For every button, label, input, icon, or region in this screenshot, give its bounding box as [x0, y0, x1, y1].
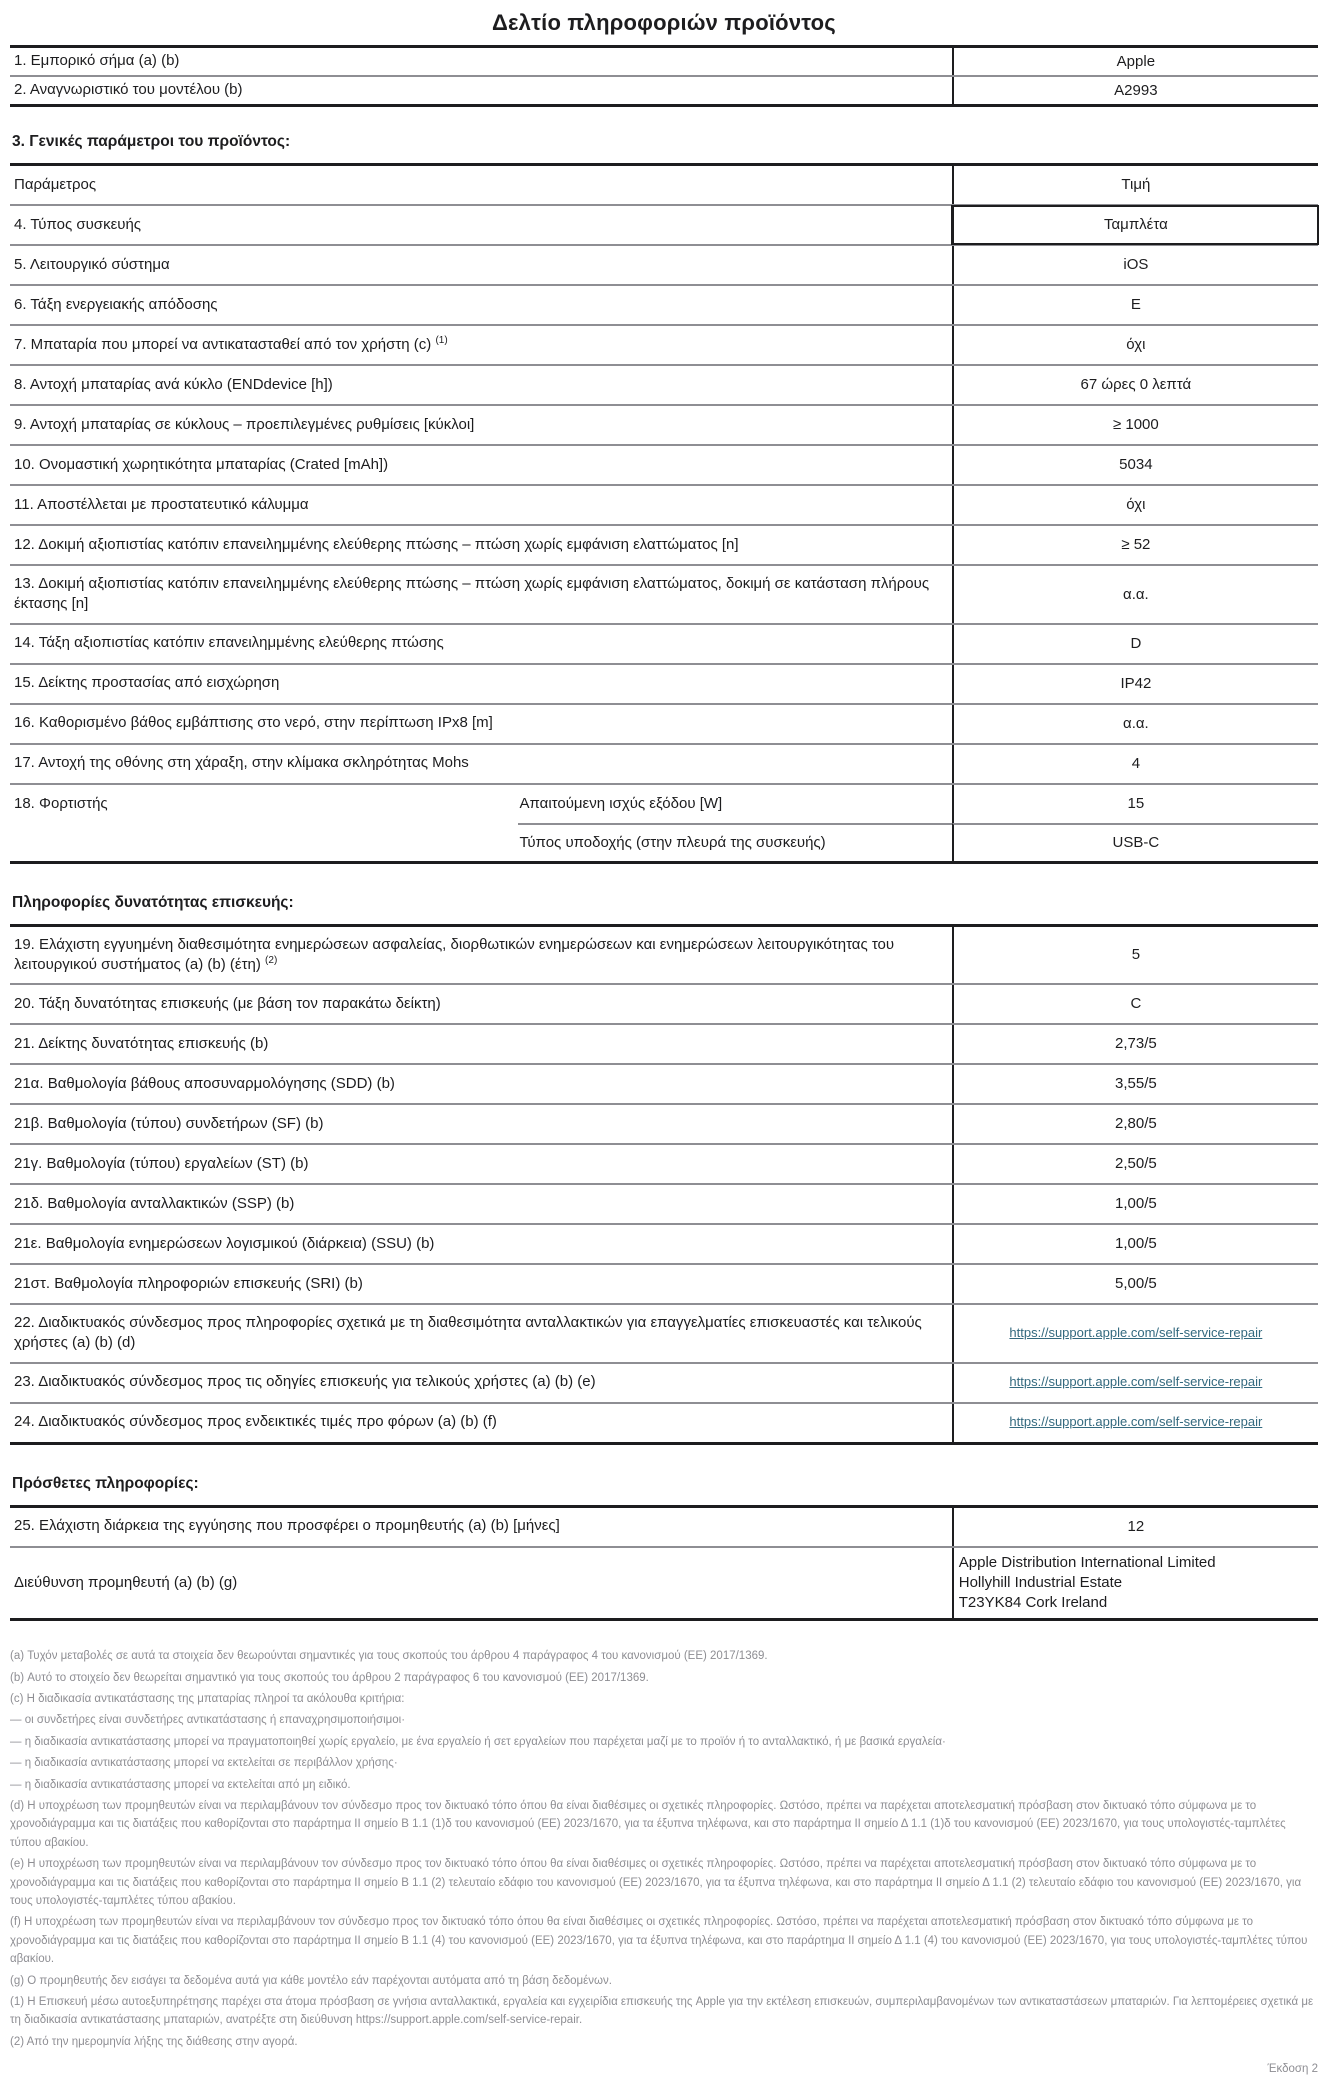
- row-label: 16. Καθορισμένο βάθος εμβάπτισης στο νερό, στην περίπτωση IPx8 [m]: [14, 714, 493, 732]
- table-row: [10, 204, 1318, 244]
- row-label: 10. Ονομαστική χωρητικότητα μπαταρίας (Crated [mAh]): [14, 455, 389, 473]
- table-row: [10, 1063, 1318, 1103]
- table-row: [10, 1508, 1318, 1546]
- table-row: [10, 1223, 1318, 1263]
- row-label: 15. Δείκτης προστασίας από εισχώρηση: [14, 674, 280, 692]
- table-row: [10, 284, 1318, 324]
- row-label: 14. Τάξη αξιοπιστίας κατόπιν επανειλημμένης ελεύθερης πτώσης: [14, 634, 444, 652]
- row-label: 13. Δοκιμή αξιοπιστίας κατόπιν επανειλημμένης ελεύθερης πτώσης – πτώση χωρίς εμφάνιση ελαττώματος, δοκιμή σε κατάσταση πλήρους έκτασης [n]: [14, 575, 930, 613]
- self-service-repair-link[interactable]: https://support.apple.com/self-service-repair: [1009, 1374, 1263, 1390]
- row-value: [952, 1404, 1318, 1442]
- row-value: 12: [952, 1508, 1318, 1546]
- table-row: [10, 564, 1318, 623]
- repair-section-heading: Πληροφορίες δυνατότητας επισκευής:: [12, 893, 294, 911]
- table-row: [10, 48, 1318, 75]
- charger-sub-value: USB-C: [952, 823, 1318, 861]
- row-value: IP42: [952, 665, 1318, 703]
- row-value: C: [952, 985, 1318, 1023]
- row-value: Apple: [952, 48, 1318, 75]
- row-label: 4. Τύπος συσκευής: [14, 215, 142, 233]
- footnote-reference: (2): [265, 954, 278, 966]
- version-label: Έκδοση 2: [1267, 2063, 1318, 2076]
- charger-sub-label: Απαιτούμενη ισχύς εξόδου [W]: [519, 794, 723, 812]
- table-row: [10, 703, 1318, 743]
- footnote: (e) Η υποχρέωση των προμηθευτών είναι να περιλαμβάνουν τον σύνδεσμο προς τον δικτυακό τόπο όπου θα είναι διαθέσιμες οι σχετικές πληροφορίες. Ωστόσο, πρέπει να παρέχεται αποτελεσματική πρόσβαση στον δικτυακό τόπο σύμφωνα με το χρονοδιάγραμμα και τις διατάξεις που καθορίζονται στο παράρτημα II σημείο B 1.1 (2) τελευταίο εδάφιο του κανονισμού (ΕΕ) 2023/1670, για τα έξυπνα τηλέφωνα, και στο παράρτημα II σημείο Δ 1.1 (2) τελευταίο εδάφιο του κανονισμού (ΕΕ) 2023/1670, για τους υπολογιστές-ταμπλέτες τύπου αβακίου.: [10, 1858, 1302, 1907]
- row-label: 19. Ελάχιστη εγγυημένη διαθεσιμότητα ενημερώσεων ασφαλείας, διορθωτικών ενημερώσεων και ενημερώσεων λειτουργικότητας του λειτουργικού συστήματος (a) (b) (έτη) $^{(2)}$: [14, 935, 895, 973]
- row-value: iOS: [952, 246, 1318, 284]
- column-header-parameter: Παράμετρος: [14, 175, 97, 193]
- row-label: 25. Ελάχιστη διάρκεια της εγγύησης που προσφέρει ο προμηθευτής (a) (b) [μήνες]: [14, 1517, 560, 1535]
- row-value: α.α.: [952, 566, 1318, 623]
- row-label: 11. Αποστέλλεται με προστατευτικό κάλυμμα: [14, 495, 309, 513]
- table-row: [10, 364, 1318, 404]
- row-label: 21ε. Βαθμολογία ενημερώσεων λογισμικού (διάρκεια) (SSU) (b): [14, 1234, 435, 1252]
- self-service-repair-link[interactable]: https://support.apple.com/self-service-repair: [1009, 1414, 1263, 1430]
- table-header-row: [10, 166, 1318, 204]
- row-label: 18. Φορτιστής: [14, 794, 108, 812]
- page-title: Δελτίο πληροφοριών προϊόντος: [492, 10, 836, 35]
- table-row: [10, 1023, 1318, 1063]
- row-label: 21γ. Βαθμολογία (τύπου) εργαλείων (ST) (b): [14, 1154, 309, 1172]
- footnotes-block: [10, 1647, 1318, 2051]
- row-value: ≥ 1000: [952, 406, 1318, 444]
- brand-model-table: [10, 45, 1318, 107]
- additional-information-table: [10, 1505, 1318, 1622]
- table-row: [10, 404, 1318, 444]
- supplier-address-row: [10, 1546, 1318, 1619]
- footnote: (g) Ο προμηθευτής δεν εισάγει τα δεδομένα αυτά για κάθε μοντέλο εάν παρέχονται αυτόματα από τη βάση δεδομένων.: [10, 1974, 612, 1987]
- address-line: Apple Distribution International Limited: [958, 1553, 1216, 1571]
- row-value: 5034: [952, 446, 1318, 484]
- row-label: 22. Διαδικτυακός σύνδεσμος προς πληροφορίες σχετικά με τη διαθεσιμότητα ανταλλακτικών για επαγγελματίες επισκευαστές και τελικούς χρήστες (a) (b) (d): [14, 1314, 922, 1352]
- row-value-highlighted: Ταμπλέτα: [952, 206, 1318, 244]
- row-label: 24. Διαδικτυακός σύνδεσμος προς ενδεικτικές τιμές προ φόρων (a) (b) (f): [14, 1413, 497, 1431]
- row-value: 2,80/5: [952, 1105, 1318, 1143]
- charger-row: [10, 783, 1318, 861]
- row-value: 1,00/5: [952, 1185, 1318, 1223]
- table-row: [10, 743, 1318, 783]
- row-value: ≥ 52: [952, 526, 1318, 564]
- charger-sub-value: 15: [952, 785, 1318, 823]
- address-line: T23YK84 Cork Ireland: [958, 1594, 1108, 1611]
- row-value: α.α.: [952, 705, 1318, 743]
- table-row: [10, 1183, 1318, 1223]
- table-row: [10, 324, 1318, 364]
- footnote: — η διαδικασία αντικατάστασης μπορεί να εκτελείται σε περιβάλλον χρήσης·: [10, 1757, 398, 1770]
- self-service-repair-link[interactable]: https://support.apple.com/self-service-repair: [1009, 1324, 1263, 1340]
- address-line: Hollyhill Industrial Estate: [958, 1573, 1123, 1591]
- row-value: όχι: [952, 326, 1318, 364]
- additional-section-heading: Πρόσθετες πληροφορίες:: [12, 1474, 199, 1492]
- row-label: 20. Τάξη δυνατότητας επισκευής (με βάση τον παρακάτω δείκτη): [14, 994, 441, 1012]
- row-value: όχι: [952, 486, 1318, 524]
- charger-sub-label: Τύπος υποδοχής (στην πλευρά της συσκευής): [518, 823, 952, 861]
- footnote: (d) Η υποχρέωση των προμηθευτών είναι να περιλαμβάνουν τον σύνδεσμο προς τον δικτυακό τόπο όπου θα είναι διαθέσιμες οι σχετικές πληροφορίες. Ωστόσο, πρέπει να παρέχεται αποτελεσματική πρόσβαση στον δικτυακό τόπο σύμφωνα με το χρονοδιάγραμμα και τις διατάξεις που καθορίζονται στο παράρτημα II σημείο B 1.1 (1)δ του κανονισμού (ΕΕ) 2023/1670, για τα έξυπνα τηλέφωνα, και στο παράρτημα II σημείο Δ 1.1 (1)δ του κανονισμού (ΕΕ) 2023/1670, για τους υπολογιστές-ταμπλέτες τύπου αβακίου.: [10, 1799, 1286, 1849]
- row-label: 7. Μπαταρία που μπορεί να αντικατασταθεί από τον χρήστη (c) $^{(1)}$: [14, 334, 448, 353]
- row-value: A2993: [952, 77, 1318, 104]
- table-row: [10, 524, 1318, 564]
- row-value: [952, 1364, 1318, 1402]
- general-section-heading: 3. Γενικές παράμετροι του προϊόντος:: [12, 133, 291, 150]
- row-value: E: [952, 286, 1318, 324]
- row-value: 5,00/5: [952, 1265, 1318, 1303]
- row-label: 21β. Βαθμολογία (τύπου) συνδετήρων (SF) (b): [14, 1114, 324, 1132]
- footnote: (a) Τυχόν μεταβολές σε αυτά τα στοιχεία δεν θεωρούνται σημαντικές για τους σκοπούς του άρθρου 4 παράγραφος 4 του κανονισμού (ΕΕ) 2017/1369.: [10, 1650, 768, 1663]
- row-label: 23. Διαδικτυακός σύνδεσμος προς τις οδηγίες επισκευής για τελικούς χρήστες (a) (b) (e): [14, 1373, 596, 1391]
- table-row: [10, 623, 1318, 663]
- row-label: 9. Αντοχή μπαταρίας σε κύκλους – προεπιλεγμένες ρυθμίσεις [κύκλοι]: [14, 415, 475, 433]
- table-row: [10, 1263, 1318, 1303]
- row-value: 1,00/5: [952, 1225, 1318, 1263]
- footnote: — η διαδικασία αντικατάστασης μπορεί να πραγματοποιηθεί χωρίς εργαλείο, με ένα εργαλείο ή σετ εργαλείων που παρέχεται μαζί με το προϊόν ή το ανταλλακτικό, ή με βασικά εργαλεία·: [10, 1735, 946, 1748]
- column-header-value: Τιμή: [952, 166, 1318, 204]
- table-row: [10, 75, 1318, 104]
- row-label: 21στ. Βαθμολογία πληροφοριών επισκευής (SRI) (b): [14, 1274, 363, 1292]
- row-value: D: [952, 625, 1318, 663]
- footnote: (b) Αυτό το στοιχείο δεν θεωρείται σημαντικό για τους σκοπούς του άρθρου 2 παράγραφος 6 του κανονισμού (ΕΕ) 2017/1369.: [10, 1671, 649, 1684]
- table-row: [10, 1303, 1318, 1362]
- table-row: [10, 1362, 1318, 1402]
- row-label: 8. Αντοχή μπαταρίας ανά κύκλο (ENDdevice [h]): [14, 375, 333, 393]
- repairability-table: [10, 924, 1318, 1445]
- row-label: 17. Αντοχή της οθόνης στη χάραξη, στην κλίμακα σκληρότητας Mohs: [14, 754, 469, 772]
- table-row: [10, 1402, 1318, 1442]
- footnote: (f) Η υποχρέωση των προμηθευτών είναι να περιλαμβάνουν τον σύνδεσμο προς τον δικτυακό τόπο όπου θα είναι διαθέσιμες οι σχετικές πληροφορίες. Ωστόσο, πρέπει να παρέχεται αποτελεσματική πρόσβαση στον δικτυακό τόπο σύμφωνα με το χρονοδιάγραμμα και τις διατάξεις που καθορίζονται στο παράρτημα II σημείο B 1.1 (4) του κανονισμού (ΕΕ) 2023/1670, για τα έξυπνα τηλέφωνα, και στο παράρτημα II σημείο Δ 1.1 (4) του κανονισμού (ΕΕ) 2023/1670, για τους υπολογιστές-ταμπλέτες τύπου αβακίου.: [10, 1916, 1308, 1966]
- footnote: — οι συνδετήρες είναι συνδετήρες αντικατάστασης ή επαναχρησιμοποιήσιμοι·: [10, 1714, 406, 1727]
- supplier-address: [952, 1548, 1318, 1619]
- row-label: 1. Εμπορικό σήμα (a) (b): [14, 52, 180, 70]
- row-label: 2. Αναγνωριστικό του μοντέλου (b): [14, 81, 243, 99]
- row-label: 21δ. Βαθμολογία ανταλλακτικών (SSP) (b): [14, 1194, 295, 1212]
- table-row: [10, 983, 1318, 1023]
- table-row: [10, 244, 1318, 284]
- row-value: 3,55/5: [952, 1065, 1318, 1103]
- table-row: [10, 663, 1318, 703]
- row-label: 12. Δοκιμή αξιοπιστίας κατόπιν επανειλημμένης ελεύθερης πτώσης – πτώση χωρίς εμφάνιση ελαττώματος [n]: [14, 535, 739, 553]
- row-value: 2,50/5: [952, 1145, 1318, 1183]
- footnote: (1) Η Επισκευή μέσω αυτοεξυπηρέτησης παρέχει στα άτομα πρόσβαση σε γνήσια ανταλλακτικά, εργαλεία και εγχειρίδια επισκευής της Apple για την εκτέλεση επισκευών, συμπεριλαμβανομένων των αντικαταστάσεων μπαταριών. Για λεπτομέρειες σχετικά με τη διαδικασία αντικατάστασης μπαταριών, ανατρέξτε στη διεύθυνση https://support.apple.com/self-service-repair.: [10, 1995, 1314, 2027]
- table-row: [10, 444, 1318, 484]
- general-parameters-table: [10, 163, 1318, 864]
- table-row: [10, 484, 1318, 524]
- row-label: 21α. Βαθμολογία βάθους αποσυναρμολόγησης (SDD) (b): [14, 1074, 395, 1092]
- row-value: 5: [952, 927, 1318, 984]
- row-label: 21. Δείκτης δυνατότητας επισκευής (b): [14, 1034, 269, 1052]
- row-value: 4: [952, 745, 1318, 783]
- row-value: [952, 1305, 1318, 1362]
- row-label: 5. Λειτουργικό σύστημα: [14, 255, 170, 273]
- row-label: 6. Τάξη ενεργειακής απόδοσης: [14, 295, 218, 313]
- footnote: — η διαδικασία αντικατάστασης μπορεί να εκτελείται από μη ειδικό.: [10, 1778, 351, 1791]
- row-value: 2,73/5: [952, 1025, 1318, 1063]
- footnote-reference: (1): [435, 334, 448, 346]
- row-label: Διεύθυνση προμηθευτή (a) (b) (g): [14, 1573, 238, 1591]
- table-row: [10, 927, 1318, 984]
- row-value: 67 ώρες 0 λεπτά: [952, 366, 1318, 404]
- footnote: (c) Η διαδικασία αντικατάστασης της μπαταρίας πληροί τα ακόλουθα κριτήρια:: [10, 1693, 405, 1706]
- table-row: [10, 1143, 1318, 1183]
- table-row: [10, 1103, 1318, 1143]
- footnote: (2) Από την ημερομηνία λήξης της διάθεσης στην αγορά.: [10, 2035, 298, 2048]
